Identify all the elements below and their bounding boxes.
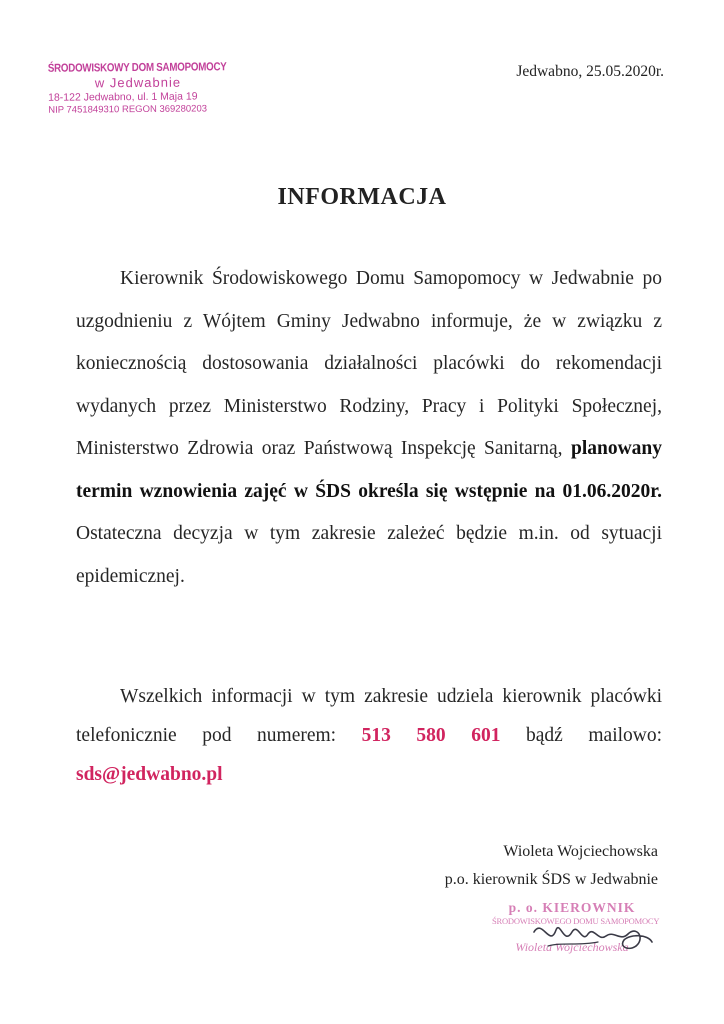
document-title: INFORMACJA bbox=[277, 184, 447, 210]
institution-stamp bbox=[48, 61, 228, 116]
contact-intro: Wszelkich informacji w tym zakresie udziela kierownik placówki telefonicznie pod numerem: bbox=[76, 686, 662, 746]
handwritten-signature bbox=[528, 912, 658, 962]
main-paragraph bbox=[76, 258, 662, 598]
body-text-bold: planowany termin wznowienia zajęć w ŚDS określa się wstępnie na 01.06.2020r. bbox=[76, 438, 663, 502]
signer-name: Wioleta Wojciechowska bbox=[503, 843, 658, 860]
stamp-role-line: p. o. KIEROWNIK bbox=[508, 900, 636, 915]
stamp-line-ids: NIP 7451849310 REGON 369280203 bbox=[48, 103, 208, 116]
contact-mid: bądź mailowo: bbox=[526, 725, 663, 746]
stamp-line-address: 18-122 Jedwabno, ul. 1 Maja 19 bbox=[48, 90, 198, 104]
signer-role: p.o. kierownik ŚDS w Jedwabnie bbox=[444, 871, 658, 888]
contact-paragraph bbox=[76, 677, 662, 794]
body-text-part2: Ostateczna decyzja w tym zakresie zależeć będzie m.in. od sytuacji epidemicznej. bbox=[76, 523, 662, 587]
stamp-line-name: ŚRODOWISKOWY DOM SAMOPOMOCY bbox=[47, 61, 227, 75]
stamp-institution-line: ŚRODOWISKOWEGO DOMU SAMOPOMOCY bbox=[492, 916, 660, 926]
stamp-line-location: w Jedwabnie bbox=[94, 74, 182, 91]
document-date: Jedwabno, 25.05.2020r. bbox=[516, 63, 664, 80]
email-address: sds@jedwabno.pl bbox=[76, 764, 223, 785]
body-text-part1: Kierownik Środowiskowego Domu Samopomocy w Jedwabnie po uzgodnieniu z Wójtem Gminy Jedwabno informuje, że w związku z koniecznością dostosowania działalności placówki do rekomendacji wydanych przez Ministerstwo Rodziny, Pracy i Polityki Społecznej, Ministerstwo Zdrowia oraz Państwową Inspekcję Sanitarną, bbox=[76, 268, 662, 459]
phone-number: 513 580 601 bbox=[361, 725, 501, 746]
stamp-name-line: Wioleta Wojciechowska bbox=[515, 940, 629, 954]
